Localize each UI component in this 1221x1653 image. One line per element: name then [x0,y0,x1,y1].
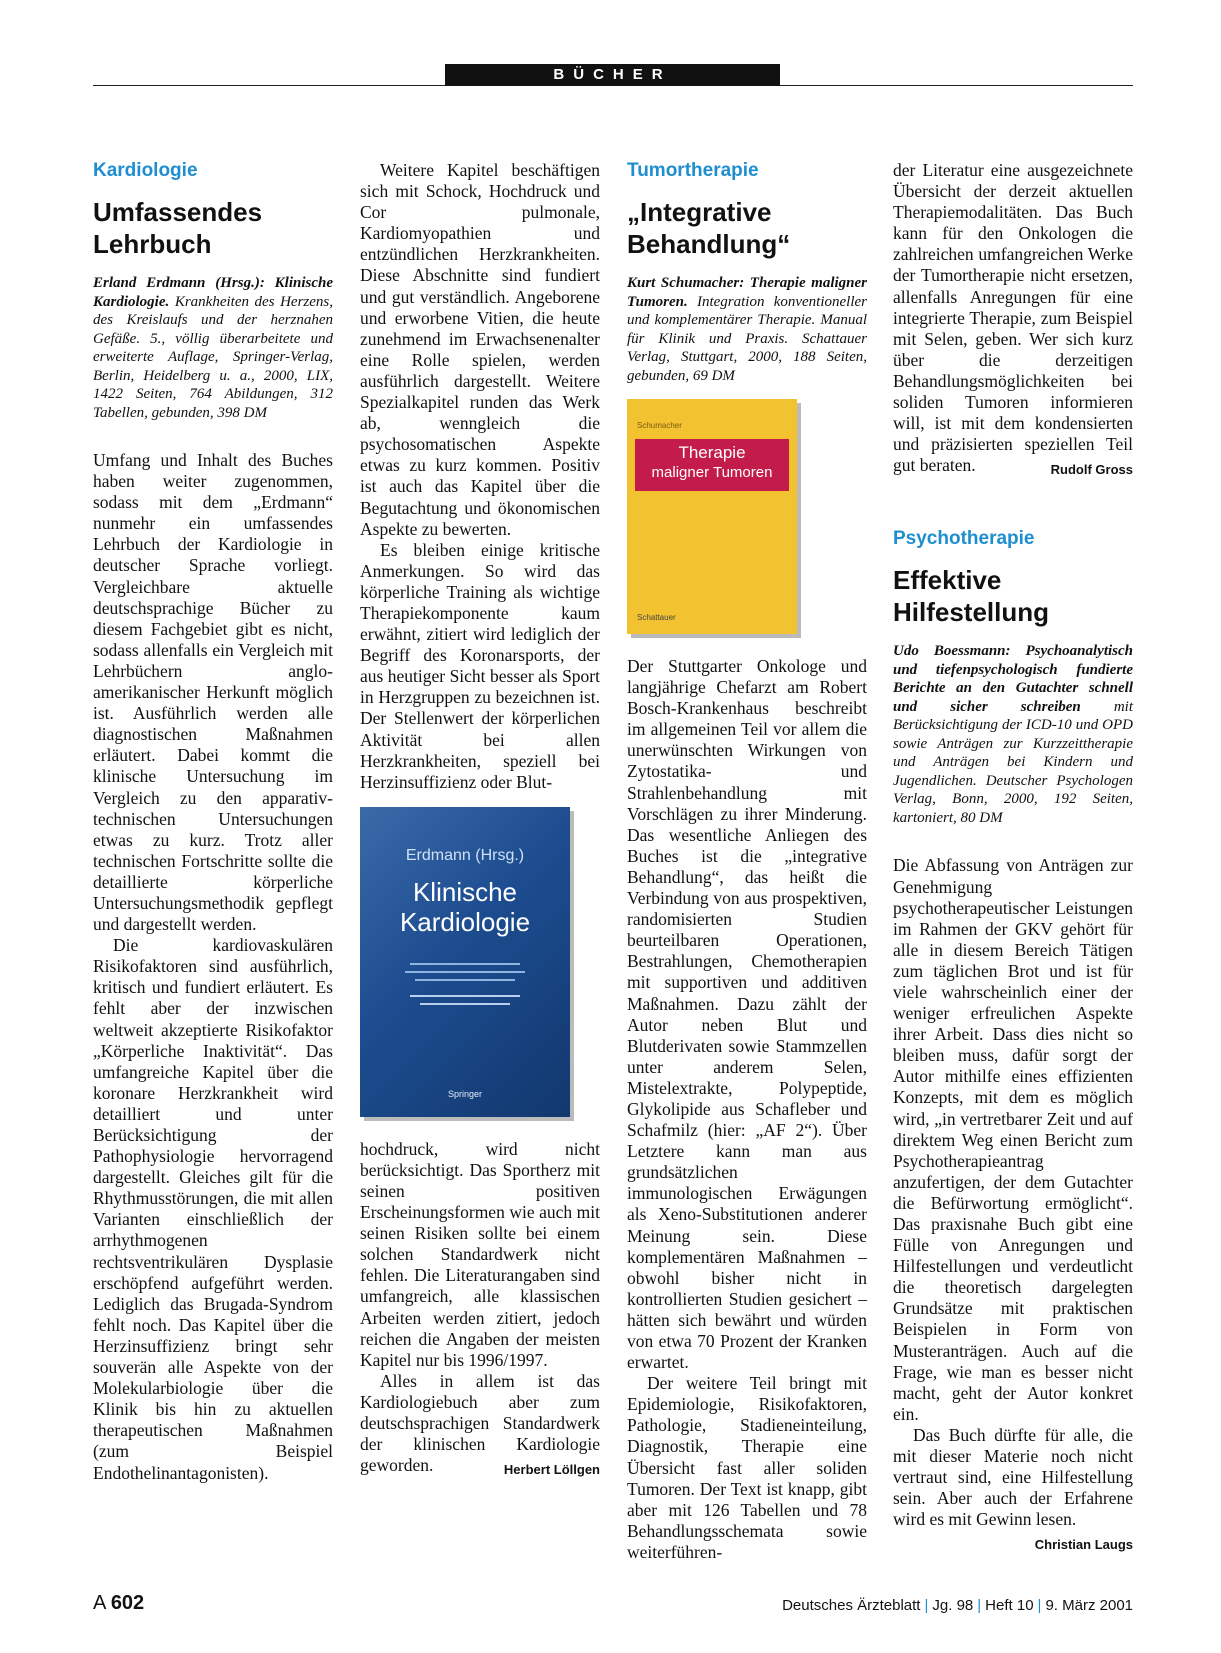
bibliography-2 [627,274,867,385]
cover-author: Schumacher [637,421,682,430]
article-body-2 [627,656,867,1563]
paragraph [893,1424,1133,1553]
column-4 [893,160,1133,1556]
article-title-1: Umfassendes Lehrbuch [93,197,263,259]
cover-editor: Erdmann (Hrsg.) [405,846,525,864]
article-body-1-end [360,1139,600,1477]
paragraph: hochdruck, wird nicht berücksichtigt. Das Sportherz mit seinen positiven Erscheinungsformen wie auch mit seinen Risiken sollte bei einem solchen Standardwerk nicht fehlen. Die Literaturangaben sind umfangreich, alle klassischen Arbeiten werden zitiert, jedoch reichen die Angaben der meisten Kapitel nur bis 1996/1997. [360,1138,600,1370]
author-signature-3: Christian Laugs [1034,1537,1133,1553]
article-body-2-end [893,160,1133,476]
paragraph: Der weitere Teil bringt mit Epidemiologie, Risikofaktoren, Pathologie, Stadieneinteilung, Diagnostik, Therapie eine Übersicht fast aller soliden Tumoren. Der Text ist knapp, gibt aber mit 126 Tabellen und 78 Behandlungsschemata sowie weiterführen- [627,1373,867,1562]
bibliography-3 [893,642,1133,827]
bibliography-1-bold: Erland Erdmann (Hrsg.): Klinische Kardiologie. [93,275,333,310]
rubric-psychotherapie: Psychotherapie [893,528,1035,550]
column-3 [627,160,867,1563]
paragraph-text: der Literatur eine ausgezeichnete Übersicht der derzeit aktuellen Therapiemodalitäten. Das Buch kann für den Onkologen die zahlreichen umfangreichen Werke der Tumortherapie nicht ersetzen, allenfalls Anregungen für eine integrierte Therapie, zum Beispiel mit Selen, geben. Wer sich kurz über die derzeitigen Behandlungsmöglichkeiten bei soliden Tumoren informieren will, ist mit dem kondensierten und präzisierten speziellen Teil gut beraten. [893,160,1133,476]
page-number-value: 602 [110,1592,145,1614]
article-body-1-cont [360,160,600,793]
article-body-3 [893,855,1133,1553]
journal-footer: Deutsches Ärzteblatt | Jg. 98 | Heft 10 | 9. März 2001 [782,1597,1133,1614]
cover-title-2: maligner Tumoren [651,464,773,481]
article-body-1 [93,450,333,1484]
paragraph-text: Das Buch dürfte für alle, die mit dieser Materie noch nicht vertraut sind, eine Hilfestellung sein. Aber auch der Erfahrene wird es mit Gewinn lesen. [893,1424,1133,1530]
book-cover-klinische-kardiologie [360,807,570,1117]
cover-title-1: Therapie [678,443,746,462]
author-signature-1: Herbert Löllgen [503,1462,600,1478]
paragraph: Die Abfassung von Anträgen zur Genehmigung psychotherapeutischer Leistungen im Rahmen der GKV gehört für alle in diesem Bereich Tätigen zum täglichen Brot und ist für viele wahrscheinlich einer der weniger erfreulichen Aspekte ihrer Arbeit. Dass dies nicht so bleiben muss, dafür sorgt der Autor mithilfe eines effizienten Konzepts, mit dem es möglich wird, „in vertretbarer Zeit und auf direktem Weg einen Bericht zum Psychotherapieantrag anzufertigen, der dem Gutachter die Befürwortung ermöglicht“. Das praxisnahe Buch gibt eine Fülle von Anregungen und Hilfestellungen und verdeutlicht die theoretisch dargelegten Grundsätze mit praktischen Beispielen in Form von Musteranträgen. Auch auf die Frage, wie man es besser nicht macht, geht der Autor konkret ein. [893,855,1133,1424]
cover-title-2: Kardiologie [399,906,531,937]
author-signature-2: Rudolf Gross [1050,462,1133,478]
column-1 [93,160,333,1484]
journal-date: 9. März 2001 [1045,1597,1133,1614]
journal-issue: Heft 10 [985,1597,1034,1614]
paragraph [360,1371,600,1476]
bibliography-3-rest: mit Berücksichtigung der ICD-10 und OPD sowie Anträgen zur Kurzzeittherapie und Anträgen bei Kindern und Jugendlichen. Deutscher Psychologen Verlag, Bonn, 2000, 192 Seiten, kartoniert, 80 DM [893,698,1133,826]
page-number [93,1592,144,1615]
article-title-2: „Integrative Behandlung“ [627,197,791,259]
bibliography-2-rest: Integration konventioneller und komplementärer Therapie. Manual für Klinik und Praxis. Schattauer Verlag, Stuttgart, 2000, 188 Seiten, gebunden, 69 DM [627,293,867,384]
paragraph: Die kardiovaskulären Risikofaktoren sind ausführlich, kritisch und fundiert erläutert. Es fehlt aber der inzwischen weltweit akzeptierte Risikofaktor „Körperliche Inaktivität“. Das umfangreiche Kapitel über die koronare Herzkrankheit wird detailliert und unter Berücksichtigung der Pathophysiologie hervorragend dargestellt. Gleiches gilt für die Rhythmusstörungen, die mit allen Varianten einschließlich der arrhythmogenen rechtsventrikulären Dysplasie erschöpfend aufgeführt werden. Lediglich das Brugada-Syndrom fehlt noch. Das Kapitel über die Herzinsuffizienz bringt sehr souverän alle Aspekte von der Molekularbiologie über die Klinik bis hin zu aktuellen therapeutischen Maßnahmen (zum Beispiel Endothelinantagonisten). [93,935,333,1483]
paragraph-text: Alles in allem ist das Kardiologiebuch aber zum deutschsprachigen Standardwerk der klinischen Kardiologie geworden. [360,1370,600,1476]
bibliography-2-bold: Kurt Schumacher: Therapie maligner Tumoren. [627,275,867,310]
bibliography-1 [93,274,333,422]
bibliography-1-rest: Krankheiten des Herzens, des Kreislaufs und der herznahen Gefäße. 5., völlig überarbeitete und erweiterte Auflage, Springer-Verlag, Berlin, Heidelberg u. a., 2000, LIX, 1422 Seiten, 764 Abildungen, 312 Tabellen, gebunden, 398 DM [93,293,333,421]
cover-title-1: Klinische [412,876,518,907]
cover-publisher: Schattauer [637,613,676,622]
section-header: BÜCHER [445,64,780,86]
journal-name: Deutsches Ärzteblatt [782,1597,921,1614]
journal-volume: Jg. 98 [932,1597,974,1614]
column-2 [360,160,600,1480]
rubric-tumortherapie: Tumortherapie [627,160,759,181]
cover-publisher: Springer [447,1088,483,1099]
paragraph [893,160,1133,476]
bibliography-3-bold: Udo Boessmann: Psychoanalytisch und tiefenpsychologisch fundierte Berichte an den Gutachter schnell und sicher schreiben [893,643,1133,715]
paragraph: Es bleiben einige kritische Anmerkungen. So wird das körperliche Training als wichtige Therapiekomponente kaum erwähnt, zitiert wird lediglich der Begriff des Koronarsports, der aus heutiger Sicht besser als Sport in Herzgruppen zu bezeichnen ist. Der Stellenwert der körperlichen Aktivität bei allen Herzkrankheiten, speziell bei Herzinsuffizienz oder Blut- [360,539,600,792]
rubric-kardiologie: Kardiologie [93,160,198,181]
paragraph: Weitere Kapitel beschäftigen sich mit Schock, Hochdruck und Cor pulmonale, Kardiomyopathien und entzündlichen Herzkrankheiten. Diese Abschnitte sind fundiert und gut verständlich. Angeborene und erworbene Vitien, die heute zunehmend im Erwachsenenalter eine Rolle spielen, werden ausführlich dargestellt. Weitere Spezialkapitel runden das Werk ab, wenngleich die psychosomatischen Aspekte etwas zu kurz kommen. Positiv ist auch das Kapitel über die Begutachtung und ökonomischen Aspekte zu bewerten. [360,160,600,539]
cover-subtitle-lines [360,957,570,1011]
paragraph: Der Stuttgarter Onkologe und langjährige Chefarzt am Robert Bosch-Krankenhaus beschreibt im allgemeinen Teil vor allem die unerwünschten Wirkungen von Zytostatika- und Strahlenbehandlung mit Vorschlägen zu ihrer Minderung. Das wesentliche Anliegen des Buches ist die „integrative Behandlung“, das heißt die Verbindung von aus prospektiven, randomisierten Studien beurteilbaren Operationen, Bestrahlungen, Chemotherapien mit supportiven und additiven Maßnahmen. Dazu zählt der Autor neben Blut und Blutderivaten sowie Stammzellen unter anderem Selen, Mistelextrakte, Polypeptide, Glykolipide aus Schafleber und Schafmilz (hier: „AF 2“). Über Letztere kann man aus grundsätzlichen immunologischen Erwägungen als Xeno-Substitutionen anderer Meinung sein. Diese komplementären Maßnahmen – obwohl bisher nicht in kontrollierten Studien gesichert – hätten sich bewährt und würden von etwa 70 Prozent der Kranken erwartet. [627,656,867,1373]
book-cover-therapie-maligner-tumoren [627,399,797,634]
paragraph: Umfang und Inhalt des Buches haben weiter zugenommen, sodass mit dem „Erdmann“ nunmehr ein umfassendes Lehrbuch der Kardiologie in deutscher Sprache vorliegt. Vergleichbare aktuelle deutschsprachige Bücher zu diesem Fachgebiet gibt es nicht, sodass allenfalls ein Vergleich mit Lehrbüchern anglo-amerikanischer Herkunft möglich ist. Ausführlich werden alle diagnostischen Maßnahmen erläutert. Dabei kommt die klinische Untersuchung im Vergleich zu den apparativ-technischen Untersuchungen etwas zu kurz. Trotz aller technischen Fortschritte sollte die detaillierte körperliche Untersuchungsmethodik gepflegt und dargestellt werden. [93,450,333,935]
page-prefix: A [93,1592,106,1614]
article-title-3: Effektive Hilfestellung [893,565,1050,628]
